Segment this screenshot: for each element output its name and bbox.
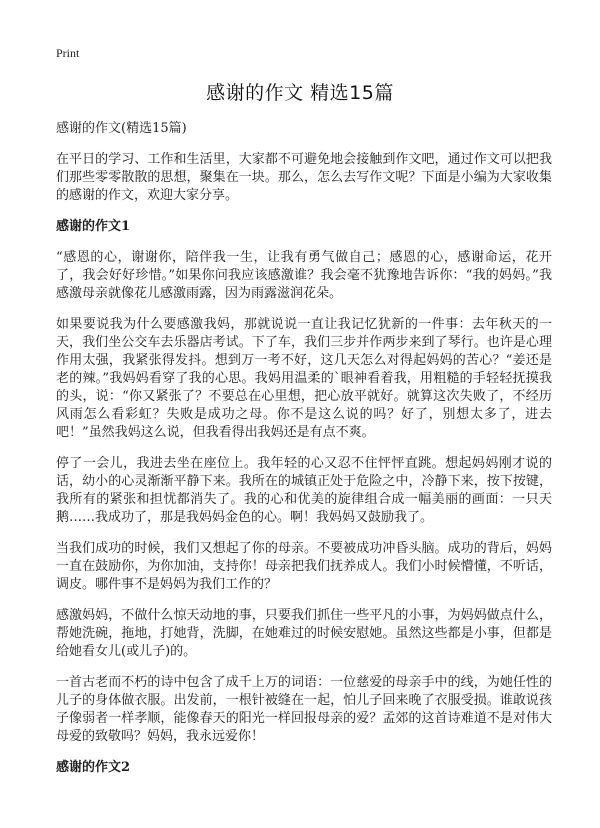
page-title: 感谢的作文 精选15篇 (206, 82, 394, 104)
article-body (56, 120, 552, 790)
paragraph: 停了一会儿，我进去坐在座位上。我年轻的心又忍不住怦怦直跳。想起妈妈刚才说的话，幼小的心灵渐渐平静下来。我所在的城镇正处于危险之中，冷静下来，按下按键，我所有的紧张和担忧都消失了。我的心和优美的旋律组合成一幅美丽的画面：一只天鹅……我成功了，那是我妈妈金色的心。啊！我妈妈又鼓励我了。 (56, 456, 552, 525)
paragraph: 感激妈妈，不做什么惊天动地的事，只要我们抓住一些平凡的小事，为妈妈做点什么，帮她洗碗，拖地，打她背，洗脚，在她难过的时候安慰她。虽然这些都是小事，但都是给她看女儿(或儿子)的。 (56, 608, 552, 659)
section-heading: 感谢的作文1 (56, 219, 131, 234)
intro-paragraph: 在平日的学习、工作和生活里，大家都不可避免地会接触到作文吧，通过作文可以把我们那些零零散散的思想，聚集在一块。那么，怎么去写作文呢？下面是小编为大家收集的感谢的作文，欢迎大家分享。 (56, 152, 552, 203)
section-heading: 感谢的作文2 (56, 760, 131, 775)
paragraph: 如果要说我为什么要感激我妈，那就说说一直让我记忆犹新的一件事：去年秋天的一天，我们坐公交车去乐器店考试。下了车，我们三步并作两步来到了琴行。也许是心理作用太强，我紧张得发抖。想到万一考不好，这几天怎么对得起妈妈的苦心？“姜还是老的辣。”我妈妈看穿了我的心思。我妈用温柔的`眼神看着我，用粗糙的手轻轻抚摸我的头，说：“你又紧张了？不要总在心里想，把心放平就好。就算这次失败了，不经历风雨怎么看彩虹？失败是成功之母。你不是这么说的吗？好了，别想太多了，进去吧！”虽然我妈这么说，但我看得出我妈还是有点不爽。 (56, 317, 552, 440)
paragraph: 一首古老而不朽的诗中包含了成千上万的词语：一位慈爱的母亲手中的线，为她任性的儿子的身体做衣服。出发前，一根针被缝在一起，怕儿子回来晚了衣服受损。谁敢说孩子像弱者一样孝顺，能像春天的阳光一样回报母亲的爱？孟郊的这首诗难道不是对伟大母爱的致敬吗？妈妈，我永远爱你！ (56, 675, 552, 744)
paragraph: 当我们成功的时候，我们又想起了你的母亲。不要被成功冲昏头脑。成功的背后，妈妈一直在鼓励你，为你加油，支持你！母亲把我们抚养成人。我们小时候懵懂，不听话，调皮。哪件事不是妈妈为我们工作的？ (56, 541, 552, 592)
print-link[interactable]: Print (56, 46, 80, 60)
paragraph: “感恩的心，谢谢你，陪伴我一生，让我有勇气做自己；感恩的心，感谢命运，花开了，我会好好珍惜。”如果你问我应该感激谁？我会毫不犹豫地告诉你：“我的妈妈。”我感激母亲就像花儿感激雨露，因为雨露滋润花朵。 (56, 250, 552, 301)
article-subtitle: 感谢的作文(精选15篇) (56, 121, 187, 136)
